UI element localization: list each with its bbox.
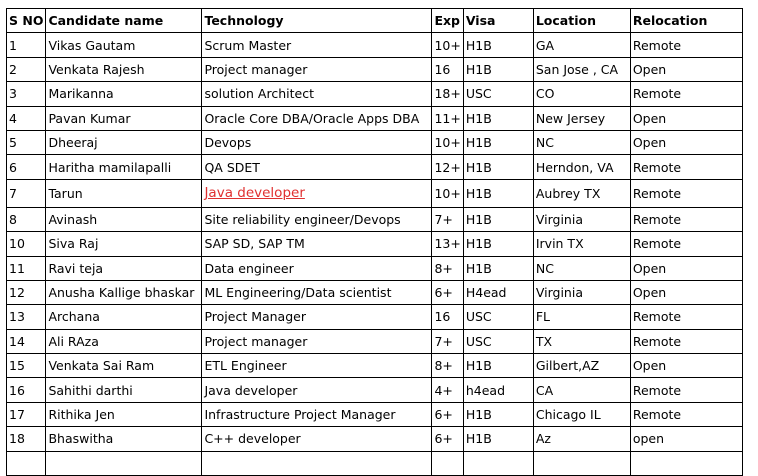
location-cell: Az [533,427,630,451]
candidate-name-cell: Ali RAza [46,329,202,353]
visa-cell: h4ead [463,378,533,402]
table-row [7,305,743,329]
exp-cell: 12+ [432,155,463,179]
visa-cell: H1B [463,402,533,426]
exp-cell: 7+ [432,207,463,231]
table-row [7,378,743,402]
sno-cell [7,451,46,475]
visa-cell: H1B [463,155,533,179]
sno-cell: 14 [7,329,46,353]
sno-cell: 15 [7,354,46,378]
candidate-name-cell: Tarun [46,179,202,207]
location-cell: Gilbert,AZ [533,354,630,378]
relocation-cell: Open [630,106,742,130]
column-header-relocation: Relocation [630,9,742,33]
column-header-candidate-name: Candidate name [46,9,202,33]
candidate-name-cell: Ravi teja [46,256,202,280]
location-cell: CO [533,82,630,106]
technology-cell: Project manager [202,329,432,353]
candidate-name-cell: Anusha Kallige bhaskar [46,280,202,304]
table-row [7,280,743,304]
location-cell: CA [533,378,630,402]
visa-cell: H1B [463,256,533,280]
candidate-name-cell: Sahithi darthi [46,378,202,402]
exp-cell: 8+ [432,256,463,280]
candidate-name-cell: Venkata Rajesh [46,57,202,81]
relocation-cell: Remote [630,232,742,256]
visa-cell: USC [463,82,533,106]
visa-cell: H1B [463,57,533,81]
exp-cell: 6+ [432,427,463,451]
column-header-technology: Technology [202,9,432,33]
exp-cell: 10+ [432,130,463,154]
sno-cell: 7 [7,179,46,207]
technology-cell [202,451,432,475]
sno-cell: 16 [7,378,46,402]
visa-cell: H1B [463,354,533,378]
exp-cell: 6+ [432,280,463,304]
column-header-location: Location [533,9,630,33]
candidate-name-cell: Marikanna [46,82,202,106]
visa-cell: H1B [463,33,533,57]
table-row [7,256,743,280]
relocation-cell: Remote [630,155,742,179]
relocation-cell: Remote [630,179,742,207]
relocation-cell: Remote [630,329,742,353]
technology-cell: SAP SD, SAP TM [202,232,432,256]
table-row [7,130,743,154]
technology-link[interactable]: Java developer [204,185,305,202]
exp-cell: 13+ [432,232,463,256]
exp-cell: 4+ [432,378,463,402]
visa-cell: USC [463,305,533,329]
candidate-name-cell: Bhaswitha [46,427,202,451]
relocation-cell: Open [630,354,742,378]
sno-cell: 13 [7,305,46,329]
table-row [7,427,743,451]
table-row [7,207,743,231]
table-row [7,179,743,207]
exp-cell: 7+ [432,329,463,353]
location-cell: San Jose , CA [533,57,630,81]
visa-cell: USC [463,329,533,353]
sno-cell: 6 [7,155,46,179]
location-cell: FL [533,305,630,329]
technology-cell: Devops [202,130,432,154]
exp-cell: 16 [432,57,463,81]
sno-cell: 12 [7,280,46,304]
relocation-cell: Open [630,57,742,81]
sno-cell: 11 [7,256,46,280]
technology-cell: C++ developer [202,427,432,451]
technology-cell: solution Architect [202,82,432,106]
table-row [7,57,743,81]
table-row [7,329,743,353]
table-row [7,155,743,179]
technology-cell: Oracle Core DBA/Oracle Apps DBA [202,106,432,130]
technology-cell: Java developer [202,378,432,402]
relocation-cell: Remote [630,378,742,402]
location-cell: Irvin TX [533,232,630,256]
visa-cell [463,451,533,475]
relocation-cell: Remote [630,305,742,329]
exp-cell: 11+ [432,106,463,130]
location-cell: Chicago IL [533,402,630,426]
visa-cell: H1B [463,232,533,256]
relocation-cell: Remote [630,402,742,426]
header-row [7,9,743,33]
sno-cell: 17 [7,402,46,426]
candidate-name-cell [46,451,202,475]
candidate-name-cell: Rithika Jen [46,402,202,426]
visa-cell: H1B [463,207,533,231]
relocation-cell: Open [630,280,742,304]
visa-cell: H4ead [463,280,533,304]
column-header-sno: S NO [7,9,46,33]
technology-cell: Site reliability engineer/Devops [202,207,432,231]
table-body [7,33,743,476]
location-cell: Herndon, VA [533,155,630,179]
table-row [7,402,743,426]
technology-cell [202,179,432,207]
relocation-cell: Open [630,256,742,280]
technology-cell: Data engineer [202,256,432,280]
sno-cell: 2 [7,57,46,81]
location-cell: Virginia [533,280,630,304]
location-cell: New Jersey [533,106,630,130]
exp-cell: 10+ [432,179,463,207]
candidate-name-cell: Avinash [46,207,202,231]
technology-cell: Scrum Master [202,33,432,57]
table-row [7,33,743,57]
location-cell: Aubrey TX [533,179,630,207]
exp-cell: 8+ [432,354,463,378]
location-cell: NC [533,130,630,154]
sno-cell: 1 [7,33,46,57]
candidates-table [6,8,743,476]
exp-cell: 10+ [432,33,463,57]
column-header-exp: Exp [432,9,463,33]
exp-cell: 6+ [432,402,463,426]
table-row [7,82,743,106]
visa-cell: H1B [463,130,533,154]
technology-cell: Infrastructure Project Manager [202,402,432,426]
candidate-name-cell: Pavan Kumar [46,106,202,130]
relocation-cell: Remote [630,207,742,231]
relocation-cell: Remote [630,82,742,106]
relocation-cell: Open [630,130,742,154]
candidate-name-cell: Dheeraj [46,130,202,154]
exp-cell: 16 [432,305,463,329]
table-row [7,451,743,475]
visa-cell: H1B [463,106,533,130]
technology-cell: ETL Engineer [202,354,432,378]
candidate-name-cell: Venkata Sai Ram [46,354,202,378]
exp-cell: 18+ [432,82,463,106]
column-header-visa: Visa [463,9,533,33]
sno-cell: 3 [7,82,46,106]
technology-cell: Project Manager [202,305,432,329]
technology-cell: Project manager [202,57,432,81]
candidate-name-cell: Archana [46,305,202,329]
table-row [7,354,743,378]
exp-cell [432,451,463,475]
candidate-name-cell: Vikas Gautam [46,33,202,57]
relocation-cell: open [630,427,742,451]
table-row [7,232,743,256]
candidate-name-cell: Siva Raj [46,232,202,256]
location-cell: Virginia [533,207,630,231]
location-cell: NC [533,256,630,280]
candidate-name-cell: Haritha mamilapalli [46,155,202,179]
relocation-cell: Remote [630,33,742,57]
relocation-cell [630,451,742,475]
sno-cell: 8 [7,207,46,231]
location-cell: GA [533,33,630,57]
sno-cell: 5 [7,130,46,154]
sno-cell: 10 [7,232,46,256]
sno-cell: 4 [7,106,46,130]
table-row [7,106,743,130]
technology-cell: QA SDET [202,155,432,179]
visa-cell: H1B [463,427,533,451]
sno-cell: 18 [7,427,46,451]
location-cell [533,451,630,475]
location-cell: TX [533,329,630,353]
visa-cell: H1B [463,179,533,207]
technology-cell: ML Engineering/Data scientist [202,280,432,304]
